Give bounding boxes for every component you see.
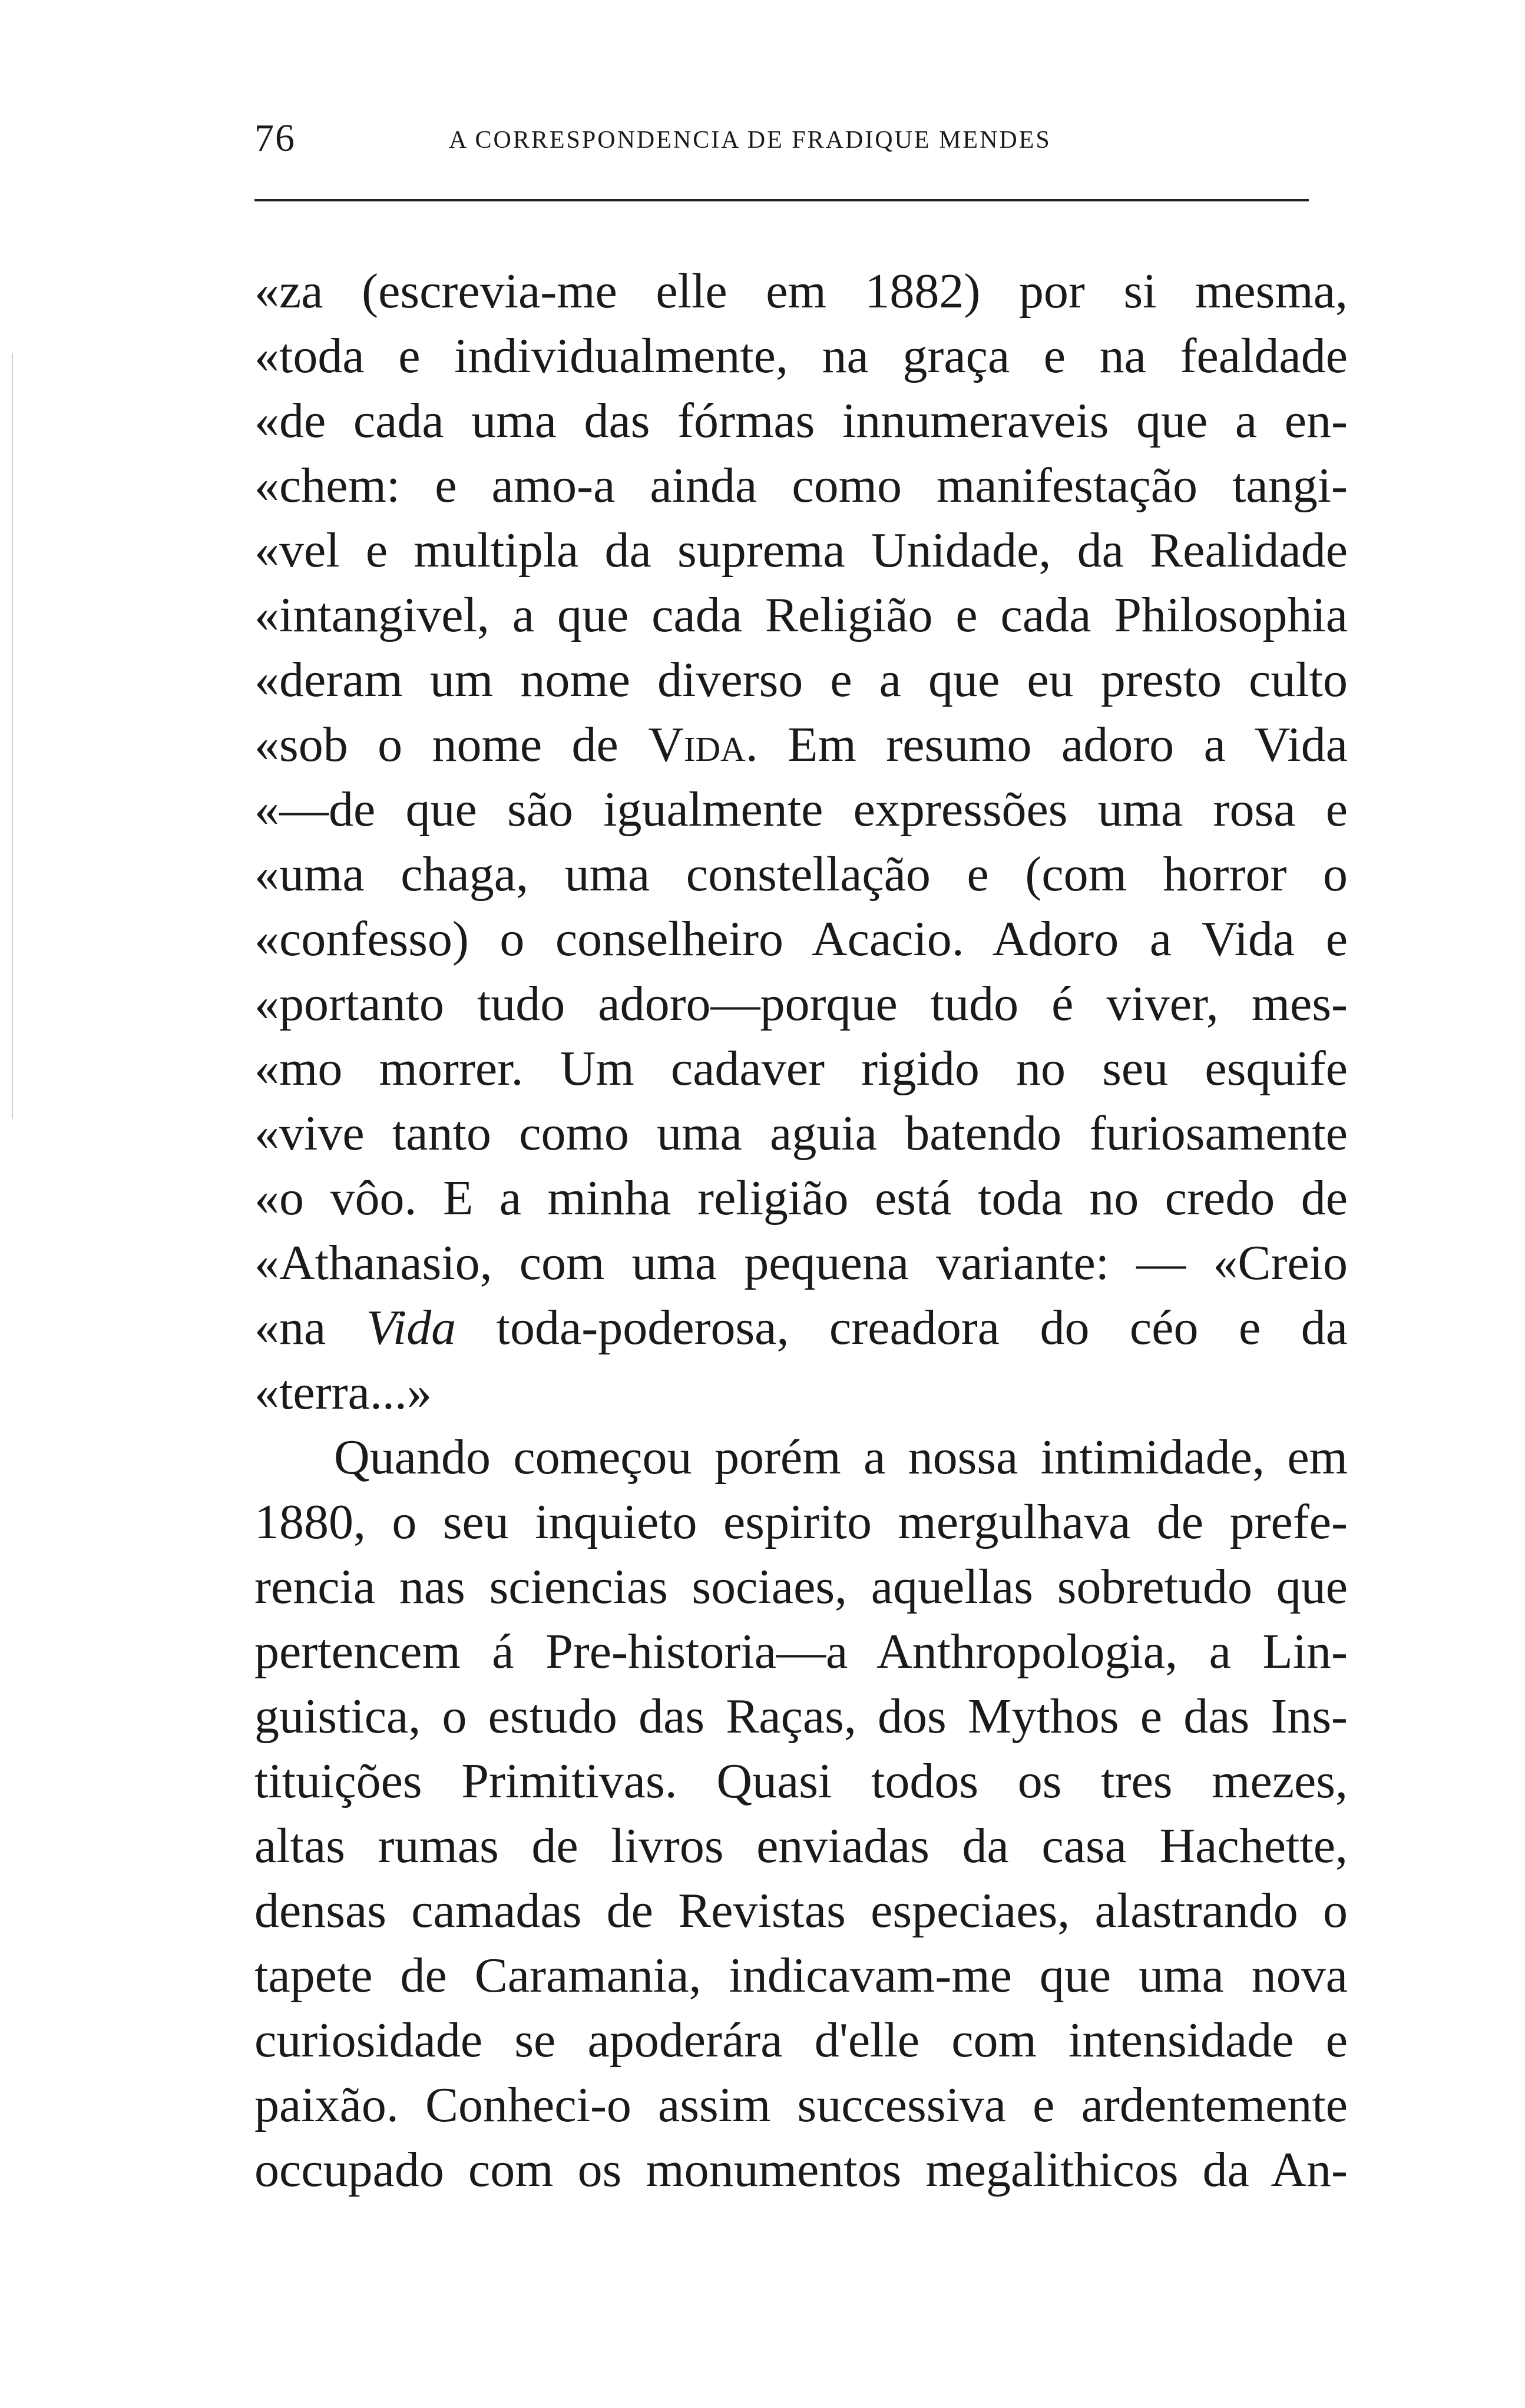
text-line-2: «toda e individualmente, na graça e na fealdade [254, 329, 1348, 383]
body-text [254, 259, 1348, 2202]
text-line-8-pre: «sob o nome de [254, 717, 649, 772]
text-line-18: «terra...» [254, 1365, 432, 1420]
text-line-27: tapete de Caramania, indicavam-me que uma nova [254, 1948, 1348, 2003]
vida-smallcaps: Vida [648, 717, 746, 772]
text-line-23: guistica, o estudo das Raças, dos Mythos e das Ins- [254, 1689, 1348, 1744]
text-line-8-post: . Em resumo adoro a Vida [745, 717, 1348, 772]
header-rule [254, 199, 1309, 201]
scan-margin-line [12, 353, 13, 1119]
text-line-25: altas rumas de livros enviadas da casa Hachette, [254, 1819, 1348, 1873]
vida-italic: Vida [366, 1300, 456, 1355]
text-line-22: pertencem á Pre-historia—a Anthropologia, a Lin- [254, 1624, 1348, 1679]
text-line-24: tituições Primitivas. Quasi todos os tres mezes, [254, 1754, 1348, 1809]
text-line-29: paixão. Conheci-o assim successiva e ardentemente [254, 2078, 1348, 2132]
text-line-1: «za (escrevia-me elle em 1882) por si mesma, [254, 264, 1348, 319]
text-line-17 [254, 1296, 1348, 1360]
text-line-17-post: toda-poderosa, creadora do céo e da [456, 1300, 1348, 1355]
page-header [254, 115, 1309, 162]
text-line-20: 1880, o seu inquieto espirito mergulhava de prefe- [254, 1495, 1348, 1549]
text-line-16: «Athanasio, com uma pequena variante: — «Creio [254, 1236, 1348, 1290]
text-line-6: «intangivel, a que cada Religião e cada Philosophia [254, 588, 1348, 642]
text-line-21: rencia nas sciencias sociaes, aquellas sobretudo que [254, 1559, 1348, 1614]
text-line-14: «vive tanto como uma aguia batendo furiosamente [254, 1106, 1348, 1161]
text-line-30: occupado com os monumentos megalithicos da An- [254, 2142, 1348, 2197]
text-line-15: «o vôo. E a minha religião está toda no credo de [254, 1171, 1348, 1225]
text-line-13: «mo morrer. Um cadaver rigido no seu esquife [254, 1041, 1348, 1096]
text-line-19: Quando começou porém a nossa intimidade, em [334, 1430, 1348, 1485]
text-line-12: «portanto tudo adoro—porque tudo é viver, mes- [254, 976, 1348, 1031]
text-line-4: «chem: e amo-a ainda como manifestação tangi- [254, 458, 1348, 513]
page-number: 76 [254, 117, 296, 160]
text-line-28: curiosidade se apoderára d'elle com intensidade e [254, 2013, 1348, 2068]
text-line-11: «confesso) o conselheiro Acacio. Adoro a Vida e [254, 912, 1348, 966]
text-line-17-pre: «na [254, 1300, 366, 1355]
text-line-9: «—de que são igualmente expressões uma rosa e [254, 782, 1348, 837]
text-line-8 [254, 713, 1348, 777]
text-line-3: «de cada uma das fórmas innumeraveis que a en- [254, 393, 1348, 448]
text-line-5: «vel e multipla da suprema Unidade, da Realidade [254, 523, 1348, 578]
running-title: A CORRESPONDENCIA DE FRADIQUE MENDES [449, 127, 1051, 154]
text-line-26: densas camadas de Revistas especiaes, alastrando o [254, 1883, 1348, 1938]
text-line-7: «deram um nome diverso e a que eu presto culto [254, 652, 1348, 707]
text-line-10: «uma chaga, uma constellação e (com horror o [254, 847, 1348, 902]
